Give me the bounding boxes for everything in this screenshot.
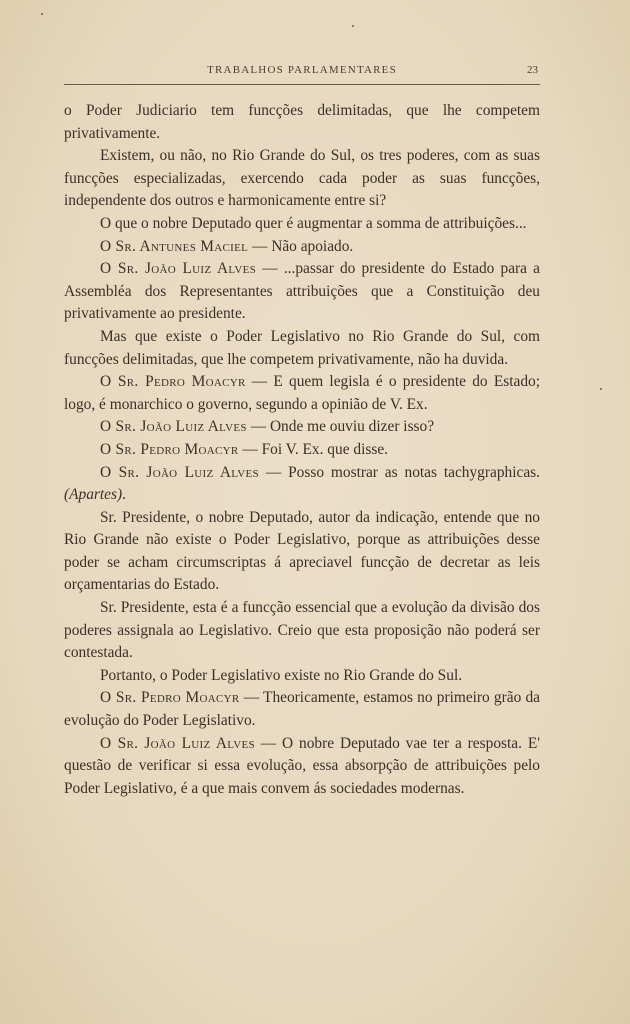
speech-text: — O nobre Deputado vae ter a resposta. E' questão de verificar si essa evolução, essa absorpção de attribuições pelo Poder Legislativo, é a que mais convem ás sociedades modernas. [64, 734, 540, 797]
paper-speck [41, 13, 43, 15]
speech-text: — E quem legisla é o presidente do Estado; logo, é monarchico o governo, segundo a opinião de V. Ex. [64, 373, 540, 413]
speaker-name: O Sr. Pedro Moacyr [100, 440, 239, 458]
speech-paragraph [64, 687, 540, 732]
speech-paragraph [64, 733, 540, 801]
running-title: TRABALHOS PARLAMENTARES [207, 64, 397, 76]
speaker-name: O Sr. Antunes Maciel [100, 237, 249, 255]
speech-text: — Não apoiado. [248, 237, 354, 255]
paragraph: Sr. Presidente, o nobre Deputado, autor da indicação, entende que no Rio Grande não existe o Poder Legislativo, porque as attribuições desse poder se acham circumscriptas á apreciavel funcção de decretar as leis orçamentarias do Estado. [64, 508, 540, 594]
speaker-name: O Sr. João Luiz Alves [100, 418, 247, 436]
speaker-name: O Sr. João Luiz Alves [100, 734, 255, 752]
speech-paragraph [64, 236, 540, 259]
speaker-name: O Sr. João Luiz Alves [100, 463, 259, 481]
paragraph: Sr. Presidente, esta é a funcção essencial que a evolução da divisão dos poderes assignala ao Legislativo. Creio que esta proposição não poderá ser contestada. [64, 599, 540, 662]
speech-paragraph [64, 416, 540, 439]
speaker-name: O Sr. João Luiz Alves [100, 260, 257, 278]
speech-paragraph [64, 258, 540, 326]
paper-speck [600, 388, 602, 390]
page-number: 23 [527, 64, 538, 76]
paragraph: Mas que existe o Poder Legislativo no Rio Grande do Sul, com funcções delimitadas, que lhe competem privativamente, não ha duvida. [64, 327, 540, 368]
speaker-name: O Sr. Pedro Moacyr [100, 689, 240, 707]
speech-text-end: . [122, 486, 126, 504]
paragraph: O que o nobre Deputado quer é augmentar a somma de attribuições... [100, 214, 527, 232]
speech-text: — ...passar do presidente do Estado para a Assembléa dos Representantes attribuições que a Constituição deu privativamente ao presidente. [64, 260, 541, 323]
paragraph: Existem, ou não, no Rio Grande do Sul, os tres poderes, com as suas funcções especializadas, exercendo cada poder as suas funcções, independente dos outros e harmonicamente entre si? [64, 147, 540, 210]
speech-text: — Onde me ouviu dizer isso? [246, 418, 435, 436]
paper-speck [352, 25, 354, 27]
page-header [64, 64, 540, 85]
paragraph: o Poder Judiciario tem funcções delimitadas, que lhe competem privativamente. [64, 102, 540, 142]
speech-text: — Theoricamente, estamos no primeiro grão da evolução do Poder Legislativo. [64, 689, 541, 730]
speech-text: — Foi V. Ex. que disse. [238, 440, 389, 458]
paragraph: Portanto, o Poder Legislativo existe no Rio Grande do Sul. [100, 666, 463, 684]
speech-paragraph [64, 462, 540, 507]
speech-text: — Posso mostrar as notas tachygraphicas. [258, 463, 541, 481]
speech-paragraph [64, 371, 540, 416]
speech-paragraph [64, 439, 540, 462]
speaker-name: O Sr. Pedro Moacyr [100, 373, 246, 391]
aside-note: (Apartes) [64, 486, 123, 504]
body-text [64, 100, 540, 800]
